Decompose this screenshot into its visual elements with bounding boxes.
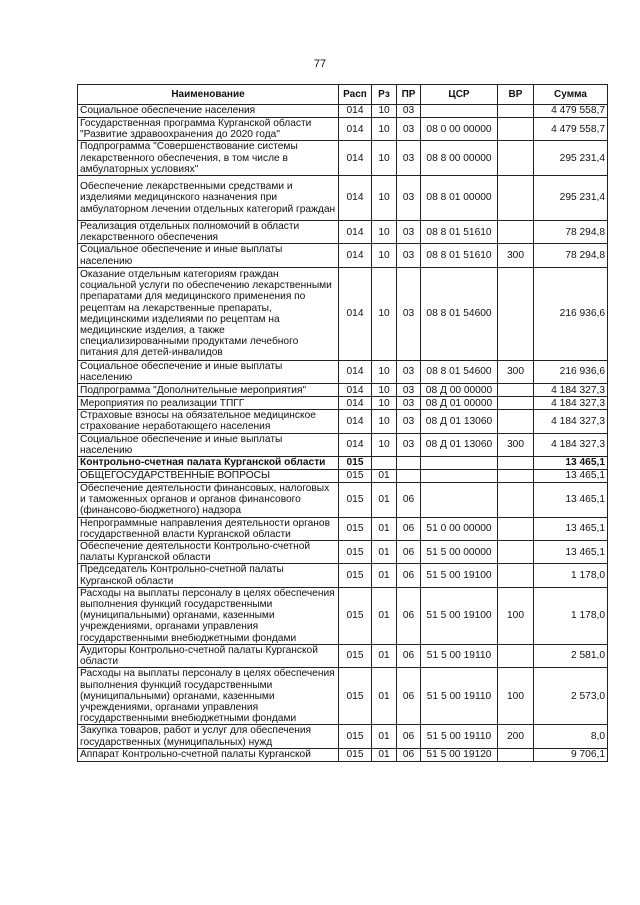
row-pr: 03 (397, 433, 421, 456)
row-sum: 295 231,4 (534, 176, 608, 221)
row-sum: 13 465,1 (534, 517, 608, 540)
header-pr: ПР (397, 85, 421, 105)
row-sum: 2 581,0 (534, 644, 608, 667)
row-vr (498, 564, 534, 587)
header-sum: Сумма (534, 85, 608, 105)
row-csr: 08 8 01 51610 (421, 244, 498, 267)
row-rasp: 014 (339, 176, 372, 221)
row-pr: 03 (397, 105, 421, 118)
row-rz: 01 (372, 644, 397, 667)
row-rz: 10 (372, 141, 397, 176)
row-rz: 10 (372, 244, 397, 267)
row-csr: 08 Д 01 13060 (421, 433, 498, 456)
row-csr (421, 470, 498, 483)
header-vr: ВР (498, 85, 534, 105)
row-vr (498, 410, 534, 433)
row-rz: 01 (372, 587, 397, 644)
row-rz: 10 (372, 433, 397, 456)
row-pr: 06 (397, 541, 421, 564)
table-row (78, 244, 608, 267)
row-name: Подпрограмма "Совершенствование системы лекарственного обеспечения, в том числе в амбулаторных условиях" (78, 141, 339, 176)
row-name: Социальное обеспечение и иные выплаты населению (78, 244, 339, 267)
row-name: Мероприятия по реализации ТПГГ (78, 397, 339, 410)
row-rasp: 015 (339, 725, 372, 748)
row-csr: 08 8 01 54600 (421, 360, 498, 383)
row-rz (372, 457, 397, 470)
row-name: Аппарат Контрольно-счетной палаты Курганской (78, 748, 339, 761)
row-vr (498, 517, 534, 540)
row-csr: 08 8 01 00000 (421, 176, 498, 221)
row-rasp: 014 (339, 267, 372, 360)
row-pr: 03 (397, 360, 421, 383)
row-vr (498, 221, 534, 244)
row-name: Социальное обеспечение и иные выплаты населению (78, 360, 339, 383)
table-row (78, 748, 608, 761)
table-row (78, 668, 608, 725)
row-pr: 06 (397, 644, 421, 667)
row-name: Аудиторы Контрольно-счетной палаты Курганской области (78, 644, 339, 667)
row-sum: 216 936,6 (534, 267, 608, 360)
row-vr (498, 267, 534, 360)
table-row (78, 141, 608, 176)
row-rasp: 015 (339, 470, 372, 483)
row-sum: 78 294,8 (534, 221, 608, 244)
table-row (78, 397, 608, 410)
row-rasp: 015 (339, 644, 372, 667)
table-row (78, 410, 608, 433)
row-rz: 10 (372, 267, 397, 360)
row-pr (397, 470, 421, 483)
row-csr: 51 5 00 19110 (421, 668, 498, 725)
row-pr: 06 (397, 725, 421, 748)
row-pr: 03 (397, 141, 421, 176)
row-rz: 01 (372, 725, 397, 748)
row-pr: 06 (397, 748, 421, 761)
row-csr: 51 5 00 19110 (421, 644, 498, 667)
row-sum: 4 184 327,3 (534, 410, 608, 433)
row-rasp: 014 (339, 244, 372, 267)
table-row (78, 483, 608, 518)
header-rz: Рз (372, 85, 397, 105)
row-sum: 295 231,4 (534, 141, 608, 176)
row-sum: 4 184 327,3 (534, 384, 608, 397)
row-pr: 03 (397, 410, 421, 433)
row-csr: 08 8 01 51610 (421, 221, 498, 244)
row-name: Закупка товаров, работ и услуг для обеспечения государственных (муниципальных) нужд (78, 725, 339, 748)
row-pr: 06 (397, 483, 421, 518)
row-sum: 1 178,0 (534, 564, 608, 587)
table-row (78, 725, 608, 748)
row-name: Социальное обеспечение населения (78, 105, 339, 118)
row-csr (421, 457, 498, 470)
row-pr: 03 (397, 176, 421, 221)
row-name: Обеспечение деятельности финансовых, налоговых и таможенных органов и органов финансового (финансово-бюджетного) надзора (78, 483, 339, 518)
row-rasp: 015 (339, 517, 372, 540)
row-name: Председатель Контрольно-счетной палаты Курганской области (78, 564, 339, 587)
row-rasp: 014 (339, 221, 372, 244)
row-sum: 13 465,1 (534, 470, 608, 483)
row-pr: 06 (397, 517, 421, 540)
row-rasp: 014 (339, 384, 372, 397)
row-csr: 51 5 00 19100 (421, 564, 498, 587)
row-name: ОБЩЕГОСУДАРСТВЕННЫЕ ВОПРОСЫ (78, 470, 339, 483)
table-row (78, 517, 608, 540)
row-vr: 300 (498, 433, 534, 456)
row-rasp: 014 (339, 105, 372, 118)
row-pr: 03 (397, 384, 421, 397)
row-sum: 13 465,1 (534, 483, 608, 518)
row-rasp: 015 (339, 587, 372, 644)
row-name: Обеспечение лекарственными средствами и изделиями медицинского назначения при амбулаторном лечении отдельных категорий граждан (78, 176, 339, 221)
row-rz: 01 (372, 668, 397, 725)
row-rasp: 015 (339, 483, 372, 518)
row-sum: 216 936,6 (534, 360, 608, 383)
row-rasp: 014 (339, 360, 372, 383)
row-sum: 9 706,1 (534, 748, 608, 761)
row-pr (397, 457, 421, 470)
row-rz: 01 (372, 517, 397, 540)
row-name: Обеспечение деятельности Контрольно-счетной палаты Курганской области (78, 541, 339, 564)
row-rasp: 014 (339, 410, 372, 433)
row-rz: 10 (372, 221, 397, 244)
page-number: 77 (313, 58, 327, 70)
header-name: Наименование (78, 85, 339, 105)
row-sum: 4 184 327,3 (534, 397, 608, 410)
row-vr (498, 644, 534, 667)
table-row (78, 360, 608, 383)
budget-table (77, 84, 608, 762)
row-vr (498, 384, 534, 397)
row-rz: 10 (372, 360, 397, 383)
row-rz: 10 (372, 397, 397, 410)
row-csr: 08 0 00 00000 (421, 118, 498, 141)
table-row (78, 384, 608, 397)
row-rasp: 015 (339, 564, 372, 587)
row-name: Расходы на выплаты персоналу в целях обеспечения выполнения функций государственными (муниципальными) органами, казенными учреждениями, органами управления государственными внебюджетными фондами (78, 587, 339, 644)
row-rasp: 015 (339, 748, 372, 761)
row-rasp: 015 (339, 541, 372, 564)
row-csr: 08 Д 01 00000 (421, 397, 498, 410)
row-vr: 300 (498, 244, 534, 267)
row-pr: 06 (397, 564, 421, 587)
table-row (78, 644, 608, 667)
row-rz: 10 (372, 410, 397, 433)
header-csr: ЦСР (421, 85, 498, 105)
row-pr: 03 (397, 244, 421, 267)
row-vr (498, 748, 534, 761)
row-rz: 01 (372, 564, 397, 587)
row-vr (498, 457, 534, 470)
table-row (78, 118, 608, 141)
row-csr: 08 Д 00 00000 (421, 384, 498, 397)
row-csr: 08 8 00 00000 (421, 141, 498, 176)
row-csr: 51 5 00 19110 (421, 725, 498, 748)
row-vr (498, 118, 534, 141)
row-vr: 100 (498, 587, 534, 644)
row-vr (498, 483, 534, 518)
row-rz: 01 (372, 748, 397, 761)
row-name: Контрольно-счетная палата Курганской области (78, 457, 339, 470)
row-csr: 51 5 00 19120 (421, 748, 498, 761)
row-rasp: 015 (339, 457, 372, 470)
table-row (78, 587, 608, 644)
row-csr: 08 Д 01 13060 (421, 410, 498, 433)
row-sum: 4 479 558,7 (534, 118, 608, 141)
table-row (78, 564, 608, 587)
row-pr: 03 (397, 221, 421, 244)
row-rasp: 014 (339, 141, 372, 176)
row-rz: 10 (372, 176, 397, 221)
row-vr (498, 397, 534, 410)
table-row (78, 267, 608, 360)
row-rz: 01 (372, 470, 397, 483)
row-csr: 51 5 00 19100 (421, 587, 498, 644)
row-pr: 03 (397, 397, 421, 410)
row-pr: 03 (397, 267, 421, 360)
row-vr: 300 (498, 360, 534, 383)
row-pr: 03 (397, 118, 421, 141)
row-sum: 4 184 327,3 (534, 433, 608, 456)
table-row (78, 457, 608, 470)
table-row (78, 433, 608, 456)
row-sum: 2 573,0 (534, 668, 608, 725)
row-vr (498, 105, 534, 118)
header-rasp: Расп (339, 85, 372, 105)
table-row (78, 105, 608, 118)
row-vr: 100 (498, 668, 534, 725)
row-vr (498, 141, 534, 176)
row-csr: 08 8 01 54600 (421, 267, 498, 360)
row-csr: 51 5 00 00000 (421, 541, 498, 564)
row-sum: 78 294,8 (534, 244, 608, 267)
row-rz: 01 (372, 483, 397, 518)
row-vr (498, 470, 534, 483)
row-rasp: 014 (339, 397, 372, 410)
row-vr (498, 176, 534, 221)
row-rasp: 014 (339, 433, 372, 456)
row-csr (421, 483, 498, 518)
row-rz: 10 (372, 118, 397, 141)
row-rz: 01 (372, 541, 397, 564)
row-name: Оказание отдельным категориям граждан социальной услуги по обеспечению лекарственными препаратами для медицинского применения по рецептам на лекарственные препараты, медицинскими изделиями по рецептам на медицинские изделия, а также специализированными продуктами лечебного питания для детей-инвалидов (78, 267, 339, 360)
row-rz: 10 (372, 105, 397, 118)
table-row (78, 221, 608, 244)
table-row (78, 176, 608, 221)
row-name: Подпрограмма "Дополнительные мероприятия" (78, 384, 339, 397)
table-header-row (78, 85, 608, 105)
row-sum: 13 465,1 (534, 457, 608, 470)
row-sum: 13 465,1 (534, 541, 608, 564)
row-sum: 8,0 (534, 725, 608, 748)
row-csr: 51 0 00 00000 (421, 517, 498, 540)
table-row (78, 470, 608, 483)
row-sum: 1 178,0 (534, 587, 608, 644)
row-vr (498, 541, 534, 564)
row-vr: 200 (498, 725, 534, 748)
row-name: Социальное обеспечение и иные выплаты населению (78, 433, 339, 456)
row-pr: 06 (397, 587, 421, 644)
row-name: Государственная программа Курганской области "Развитие здравоохранения до 2020 года" (78, 118, 339, 141)
row-rasp: 014 (339, 118, 372, 141)
row-name: Реализация отдельных полномочий в области лекарственного обеспечения (78, 221, 339, 244)
row-sum: 4 479 558,7 (534, 105, 608, 118)
row-pr: 06 (397, 668, 421, 725)
row-rz: 10 (372, 384, 397, 397)
row-rasp: 015 (339, 668, 372, 725)
row-name: Страховые взносы на обязательное медицинское страхование неработающего населения (78, 410, 339, 433)
row-csr (421, 105, 498, 118)
table-body (78, 105, 608, 762)
row-name: Непрограммные направления деятельности органов государственной власти Курганской области (78, 517, 339, 540)
row-name: Расходы на выплаты персоналу в целях обеспечения выполнения функций государственными (муниципальными) органами, казенными учреждениями, органами управления государственными внебюджетными фондами (78, 668, 339, 725)
table-row (78, 541, 608, 564)
